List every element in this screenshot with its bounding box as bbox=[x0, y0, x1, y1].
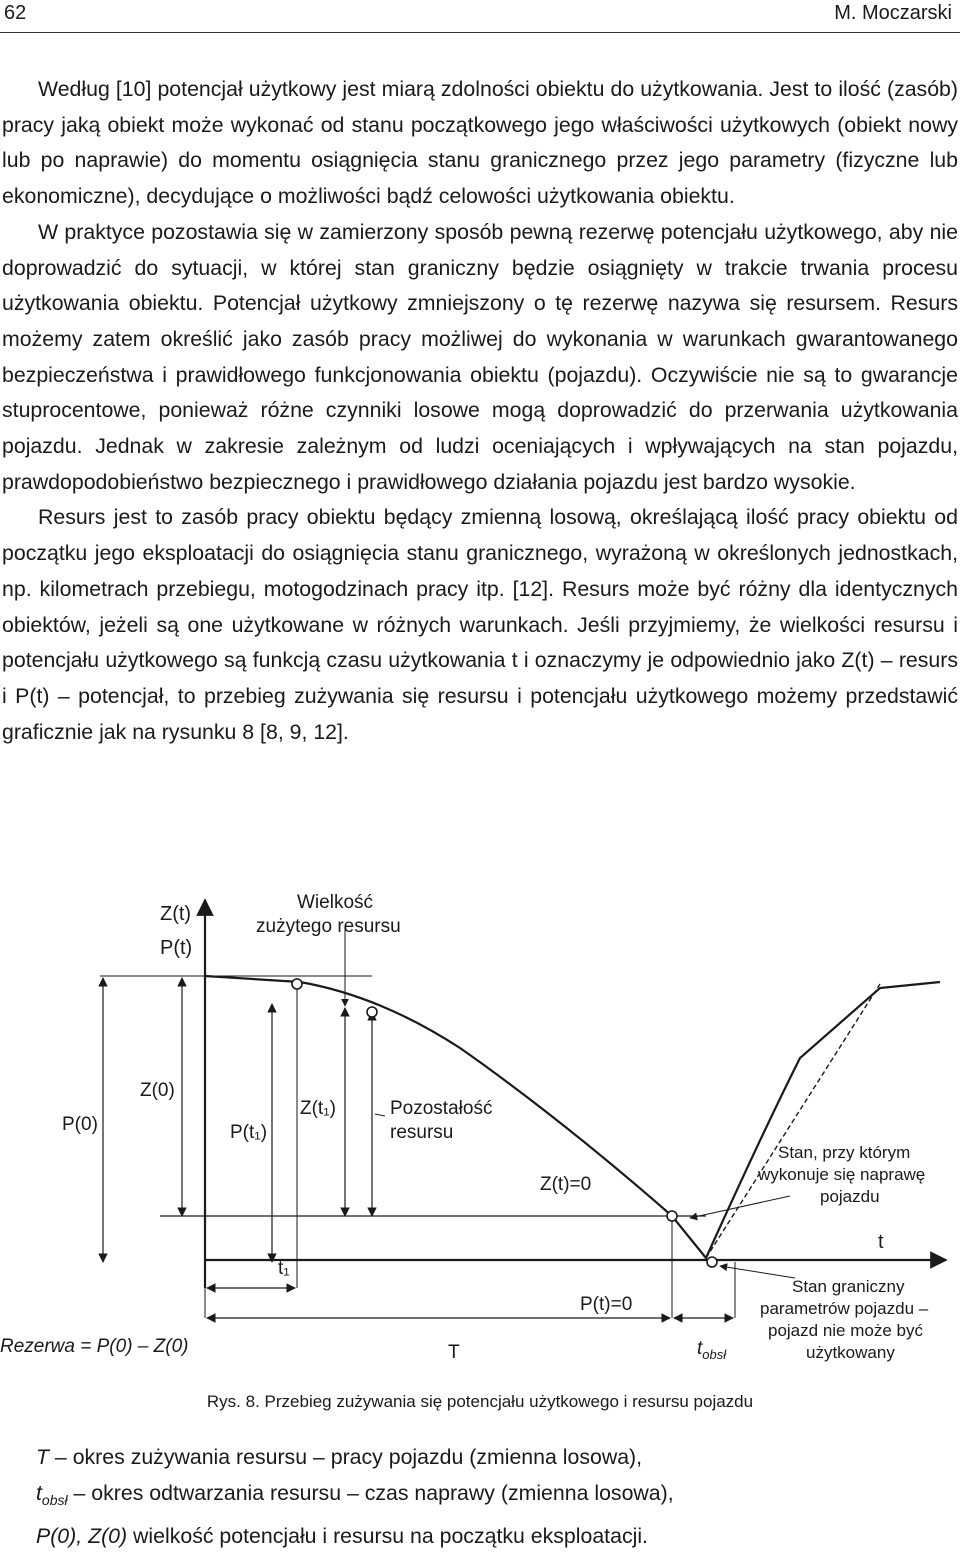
label-pt0: P(t)=0 bbox=[580, 1294, 633, 1315]
leader-limit bbox=[720, 1266, 795, 1278]
legend-item-tobsl bbox=[36, 1476, 956, 1519]
leader-remaining bbox=[375, 1114, 385, 1116]
figure-caption: Rys. 8. Przebieg zużywania się potencjału użytkowego i resursu pojazdu bbox=[206, 1392, 754, 1411]
label-reserve: Rezerwa = P(0) – Z(0) bbox=[0, 1336, 189, 1357]
label-zt0: Z(t)=0 bbox=[540, 1174, 592, 1195]
header-rule bbox=[0, 32, 960, 33]
figure-legend bbox=[36, 1440, 956, 1554]
label-tobsl bbox=[697, 1338, 727, 1362]
label-used-1: Wielkość bbox=[297, 892, 374, 913]
label-repair-2: wykonuje się naprawę bbox=[758, 1165, 926, 1184]
legend-item-p0z0 bbox=[36, 1519, 956, 1554]
legend-text: – okres zużywania resursu – pracy pojazdu (zmienna losowa), bbox=[49, 1445, 643, 1469]
label-repair-1: Stan, przy którym bbox=[778, 1143, 911, 1162]
paragraph-1: Według [10] potencjał użytkowy jest miarą zdolności obiektu do użytkowania. Jest to ilość (zasób) pracy jaką obiekt może wykonać od stanu początkowego jego właściwości użytkowych (obiekt nowy lub po naprawie) do momentu osiągnięcia stanu granicznego przez jego parametry (fizyczne lub ekonomiczne), decydujące o możliwości bądź celowości użytkowania obiektu. bbox=[2, 77, 958, 209]
label-limit-1: Stan graniczny bbox=[792, 1277, 905, 1296]
label-remaining-1: Pozostałość bbox=[390, 1098, 493, 1119]
legend-item-T bbox=[36, 1440, 956, 1476]
legend-term: T bbox=[36, 1445, 50, 1469]
y-label-p: P(t) bbox=[160, 937, 193, 959]
x-label-t: t bbox=[878, 1231, 884, 1253]
point-z-zero bbox=[667, 1211, 677, 1221]
page-header bbox=[0, 0, 960, 30]
body-text bbox=[2, 72, 958, 750]
label-tobsl-main: t bbox=[697, 1338, 703, 1359]
figure-8 bbox=[0, 878, 960, 1398]
leader-repair bbox=[690, 1196, 790, 1218]
point-remaining bbox=[367, 1007, 377, 1017]
label-zt1: Z(t₁) bbox=[300, 1098, 336, 1119]
label-repair-3: pojazdu bbox=[820, 1187, 880, 1206]
label-z0: Z(0) bbox=[140, 1080, 175, 1101]
label-pt1: P(t₁) bbox=[230, 1122, 268, 1143]
repair-return-line bbox=[706, 984, 880, 1258]
label-tobsl-sub: obsł bbox=[702, 1347, 727, 1362]
label-t1: t₁ bbox=[278, 1258, 290, 1279]
label-limit-3: pojazd nie może być bbox=[768, 1321, 923, 1340]
label-used-2: zużytego resursu bbox=[256, 916, 401, 937]
legend-term: P(0), Z(0) bbox=[36, 1523, 128, 1548]
label-limit-4: użytkowany bbox=[806, 1343, 895, 1362]
legend-term-sub: obsł bbox=[41, 1491, 68, 1508]
label-remaining-2: resursu bbox=[390, 1122, 454, 1143]
point-p-zero bbox=[707, 1257, 717, 1267]
legend-text: – okres odtwarzania resursu – czas naprawy (zmienna losowa), bbox=[67, 1480, 674, 1505]
label-T: T bbox=[448, 1342, 460, 1363]
point-t1 bbox=[292, 979, 302, 989]
paragraph-2: W praktyce pozostawia się w zamierzony sposób pewną rezerwę potencjału użytkowego, aby nie doprowadzić do sytuacji, w której stan graniczny będzie osiągnięty w trakcie trwania procesu użytkowania obiektu. Potencjał użytkowy zmniejszony o tę rezerwę nazywa się resursem. Resurs możemy zatem określić jako zasób pracy możliwej do wykonania w warunkach gwarantowanego bezpieczeństwa i prawidłowego funkcjonowania obiektu (pojazdu). Oczywiście nie są to gwarancje stuprocentowe, ponieważ różne czynniki losowe mogą doprowadzić do przerwania użytkowania pojazdu. Jednak w zakresie zależnym od ludzi oceniających i wpływających na stan pojazdu, prawdopodobieństwo bezpiecznego i prawidłowego działania pojazdu jest bardzo wysokie. bbox=[2, 219, 958, 494]
paragraph-3: Resurs jest to zasób pracy obiektu będący zmienną losową, określającą ilość pracy obiektu od początku jego eksploatacji do osiągnięcia stanu granicznego, wyrażoną w określonych jednostkach, np. kilometrach przebiegu, motogodzinach pracy itp. [12]. Resurs może być różny dla identycznych obiektów, jeżeli są one użytkowane w różnych warunkach. Jeśli przyjmiemy, że wielkości resursu i potencjału użytkowego są funkcją czasu użytkowania t i oznaczymy je odpowiednio jako Z(t) – resurs i P(t) – potencjał, to przebieg zużywania się resursu i potencjału użytkowego możemy przedstawić graficznie jak na rysunku 8 [8, 9, 12]. bbox=[2, 505, 958, 744]
figure-diagram bbox=[0, 878, 960, 1398]
legend-term: t bbox=[36, 1480, 42, 1505]
y-label-z: Z(t) bbox=[160, 903, 192, 925]
legend-text: wielkość potencjału i resursu na początku eksploatacji. bbox=[127, 1523, 648, 1548]
label-p0: P(0) bbox=[62, 1114, 98, 1135]
label-limit-2: parametrów pojazdu – bbox=[760, 1299, 929, 1318]
page-number: 62 bbox=[4, 2, 27, 24]
running-author: M. Moczarski bbox=[834, 2, 952, 24]
